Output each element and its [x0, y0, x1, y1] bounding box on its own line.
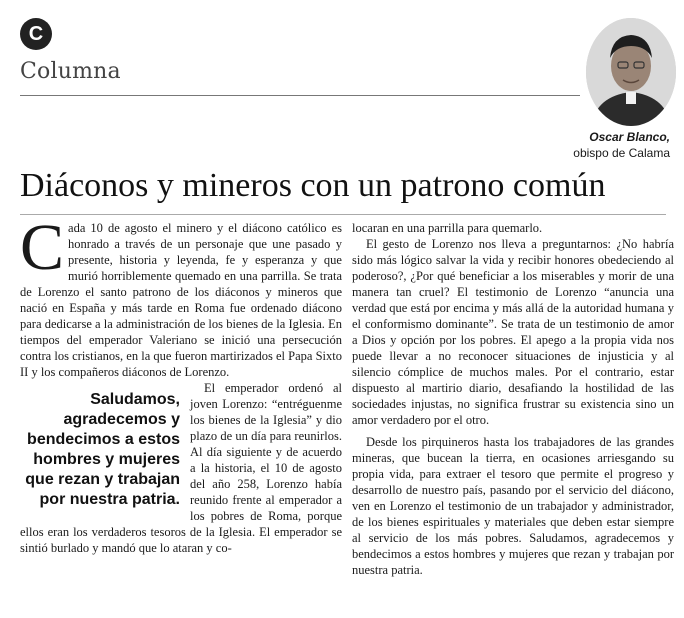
author-byline	[573, 129, 670, 161]
section-label: Columna	[20, 59, 121, 84]
article-column-1	[20, 220, 342, 610]
article-headline: Diáconos y mineros con un patrono común	[20, 167, 606, 204]
section-divider	[20, 95, 580, 96]
article-paragraph: El gesto de Lorenzo nos lleva a preguntarnos: ¿No habría sido más lógico salvar la vida y recibir honores obedeciendo al poderoso?, ¿Por qué beneficiar a los miserables y morir de una manera tan cruel? El testimonio de Lorenzo “anuncia una verdad que está por encima y más allá de la autoridad humana y el conformismo dominante”. Se trata de un testimonio de amor a Dios y opción por los pobres. El apego a la propia vida nos puede llevar a no reconocer situaciones de injusticia y al silencio cómplice de muchos males. Por el contrario, estar dispuesto al martirio diario, desafiando la hostilidad de las sociedades injustas, no significa frustrar su existencia sino un amor verdadero por el otro.	[352, 237, 674, 427]
pull-quote: Saludamos, agradecemos y bendecimos a estos hombres y mujeres que rezan y trabajan por nuestra patria.	[25, 391, 180, 508]
article-paragraph	[20, 220, 342, 380]
drop-cap: C	[20, 220, 65, 284]
article-paragraph: locaran en una parrilla para quemarlo.	[352, 221, 543, 235]
author-name: Oscar Blanco,	[589, 130, 670, 144]
author-photo	[586, 18, 676, 126]
author-portrait-icon	[586, 18, 676, 126]
article-column-2	[352, 220, 674, 610]
article-paragraph: El emperador ordenó al joven Lorenzo: “entréguenme los bienes de la Iglesia” y dio plazo de un día para reunirlos. Al día siguiente y de acuerdo a la historia, el 10 de agosto del año 258, Lorenzo había reunido frente al emperador a los pobres de Roma, porque ellos eran los verdaderos tesoros de la Iglesia. El emperador se sintió burlado y mandó que lo ataran y co-	[20, 381, 342, 555]
section-logo: C	[20, 18, 52, 50]
paragraph-text: ada 10 de agosto el minero y el diácono católico es honrado a través de un personaje que une pasado y presente, historia y leyenda, fe y esperanza y que murió horriblemente quemado en una parrilla. Se trata de Lorenzo el santo patrono de los diáconos y mineros que nació en España y más tarde en Roma fue ordenado diácono para dedicarse a la administración de los bienes de la Iglesia. En tiempos del emperador Valeriano se inició una persecución contra los cristianos, en la que fueron martirizados el Papa Sixto II y los compañeros diáconos de Lorenzo.	[20, 221, 342, 379]
author-role: obispo de Calama	[573, 146, 670, 160]
article-paragraph: Desde los pirquineros hasta los trabajadores de las grandes mineras, que bucean la tierra, en ocasiones arriesgando su propia vida, para extraer el tesoro que permite el progreso y desarrollo de nuestro país, pasando por el servicio del diácono, ven en Lorenzo el testimonio de un trabajador y administrador, de los bienes espirituales y materiales que deben estar siempre al servicio de los más pobres. Saludamos, agradecemos y bendecimos a estos hombres y mujeres que rezan y trabajan por nuestra patria.	[352, 435, 674, 577]
headline-divider	[20, 214, 666, 215]
